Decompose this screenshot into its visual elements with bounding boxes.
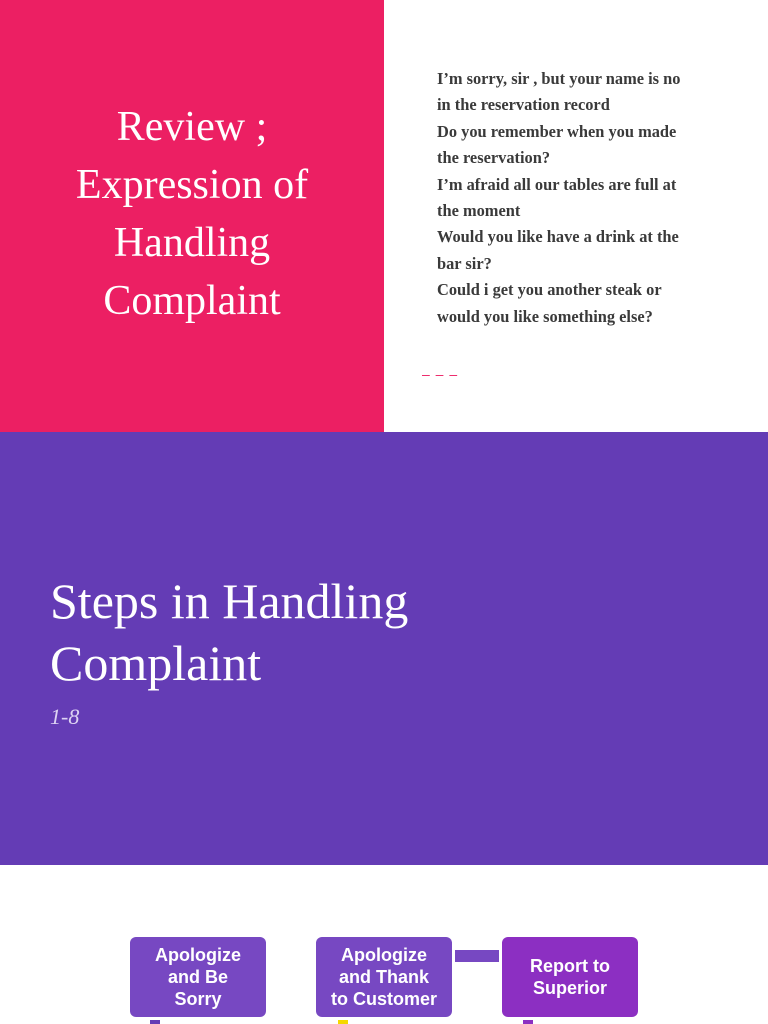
steps-title-line: Steps in Handling bbox=[50, 573, 409, 629]
slide-review bbox=[0, 0, 768, 432]
slide-steps-title bbox=[0, 432, 768, 865]
step-box-apologize-thank bbox=[316, 937, 452, 1017]
step-label-line: Report to bbox=[530, 956, 610, 976]
expression-line: in the reservation record bbox=[437, 95, 610, 115]
step-stub bbox=[523, 1020, 533, 1024]
steps-title-line: Complaint bbox=[50, 635, 262, 691]
step-label-line: Superior bbox=[532, 978, 607, 998]
step-box-report-superior bbox=[502, 937, 638, 1017]
step-connector bbox=[455, 950, 499, 962]
review-title-line: Expression of bbox=[75, 162, 309, 208]
dash-decoration: – – – bbox=[422, 366, 459, 382]
expression-line: I’m afraid all our tables are full at bbox=[437, 174, 677, 194]
expression-line: bar sir? bbox=[437, 253, 492, 273]
review-title-line: Complaint bbox=[103, 278, 281, 324]
step-label-line: Apologize bbox=[340, 945, 427, 965]
expressions-list bbox=[437, 66, 747, 330]
step-label-line: to Customer bbox=[330, 989, 437, 1009]
expression-line: I’m sorry, sir , but your name is no bbox=[437, 69, 681, 88]
expression-line: Do you remember when you made bbox=[437, 121, 677, 141]
steps-title bbox=[50, 570, 408, 694]
expression-line: Would you like have a drink at the bbox=[437, 227, 679, 247]
step-label-line: and Thank bbox=[338, 967, 429, 987]
review-title-line: Review ; bbox=[116, 104, 268, 150]
expression-line: Could i get you another steak or bbox=[437, 280, 662, 300]
step-stub bbox=[150, 1020, 160, 1024]
step-stub bbox=[338, 1020, 348, 1024]
review-title-line: Handling bbox=[113, 220, 271, 266]
steps-subtitle: 1-8 bbox=[50, 704, 80, 729]
step-label-line: Apologize bbox=[155, 945, 241, 965]
step-label-line: and Be bbox=[167, 967, 228, 987]
step-label-line: Sorry bbox=[174, 989, 222, 1009]
step-box-apologize-sorry bbox=[130, 937, 266, 1017]
expression-line: the reservation? bbox=[437, 148, 551, 168]
review-title-panel bbox=[0, 0, 384, 432]
expression-line: would you like something else? bbox=[437, 306, 653, 326]
slide-steps-diagram bbox=[0, 865, 768, 1024]
expression-line: the moment bbox=[437, 201, 521, 221]
review-title bbox=[22, 98, 362, 330]
